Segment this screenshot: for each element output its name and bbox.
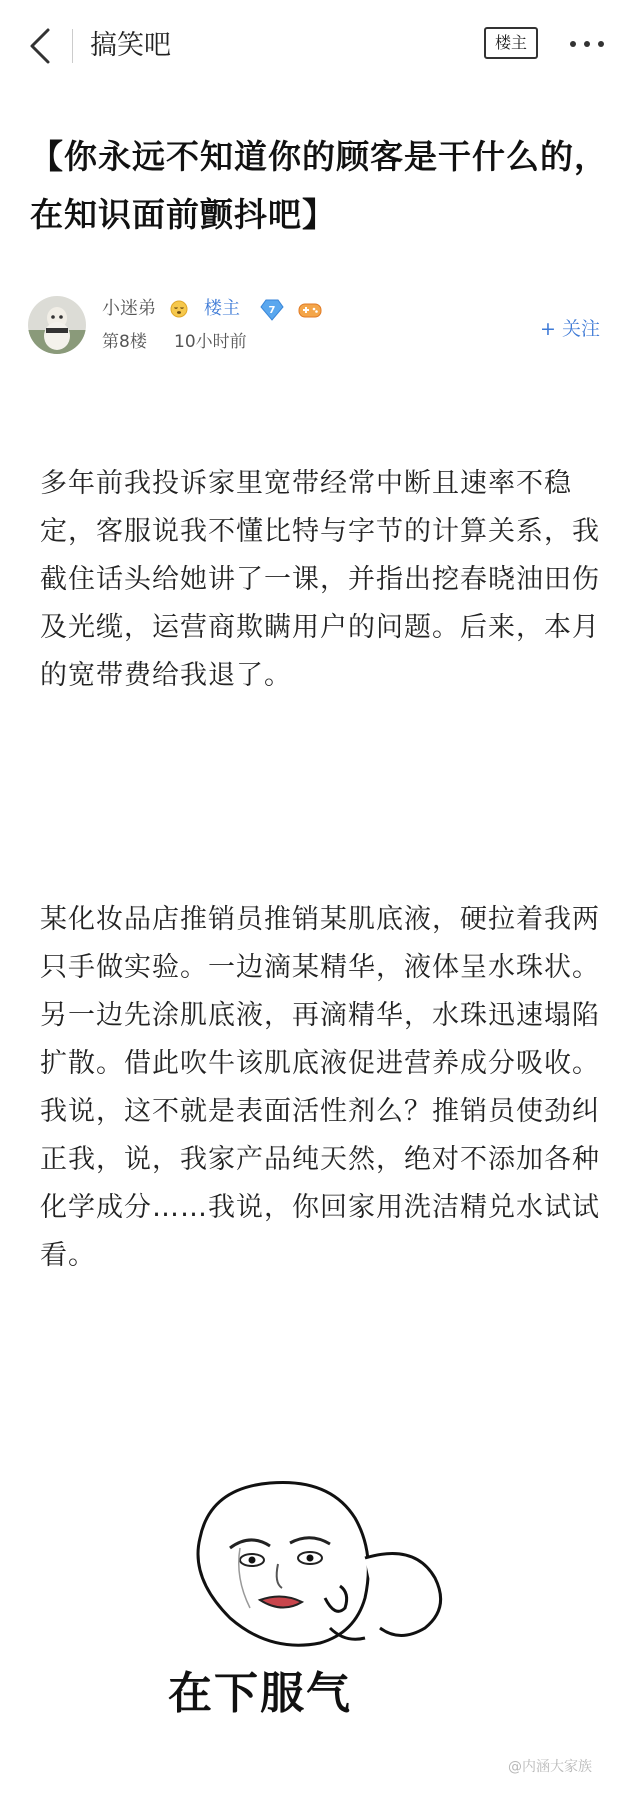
floor-number: 第8楼: [102, 332, 147, 352]
meme-image: [170, 1468, 470, 1658]
post-paragraph: 多年前我投诉家里宽带经常中断且速率不稳定，客服说我不懂比特与字节的计算关系，我截住话头给她讲了一课，并指出挖春晓油田伤及光缆，运营商欺瞒用户的问题。后来，本月的宽带费给我退了。: [40, 468, 600, 691]
watermark: @内涵大家族: [508, 1759, 592, 1775]
top-nav-bar: [0, 0, 640, 92]
meme-caption: 在下服气: [168, 1668, 352, 1719]
game-badge-icon: [298, 300, 322, 320]
author-name[interactable]: 小迷弟: [102, 298, 156, 319]
level-number: 7: [268, 305, 276, 316]
diamond-level-icon: [260, 299, 284, 321]
owner-only-button[interactable]: 楼主: [484, 27, 538, 59]
forum-title[interactable]: 搞笑吧: [90, 30, 171, 61]
nav-divider: [72, 29, 73, 63]
follow-button[interactable]: + 关注: [540, 318, 600, 340]
post-title: 【你永远不知道你的顾客是干什么的，在知识面前颤抖吧】: [30, 137, 608, 234]
owner-tag: 楼主: [204, 298, 240, 319]
more-dots-icon[interactable]: [566, 28, 608, 60]
author-row: [28, 296, 618, 356]
sleepy-face-icon: [170, 300, 188, 318]
avatar[interactable]: [28, 296, 86, 354]
chevron-left-icon[interactable]: [26, 26, 56, 66]
post-paragraph: 某化妆品店推销员推销某肌底液，硬拉着我两只手做实验。一边滴某精华，液体呈水珠状。另一边先涂肌底液，再滴精华，水珠迅速塌陷扩散。借此吹牛该肌底液促进营养成分吸收。我说，这不就是表面活性剂么？推销员使劲纠正我，说，我家产品纯天然，绝对不添加各种化学成分……我说，你回家用洗洁精兑水试试看。: [40, 904, 600, 1271]
post-time: 10小时前: [174, 332, 247, 352]
